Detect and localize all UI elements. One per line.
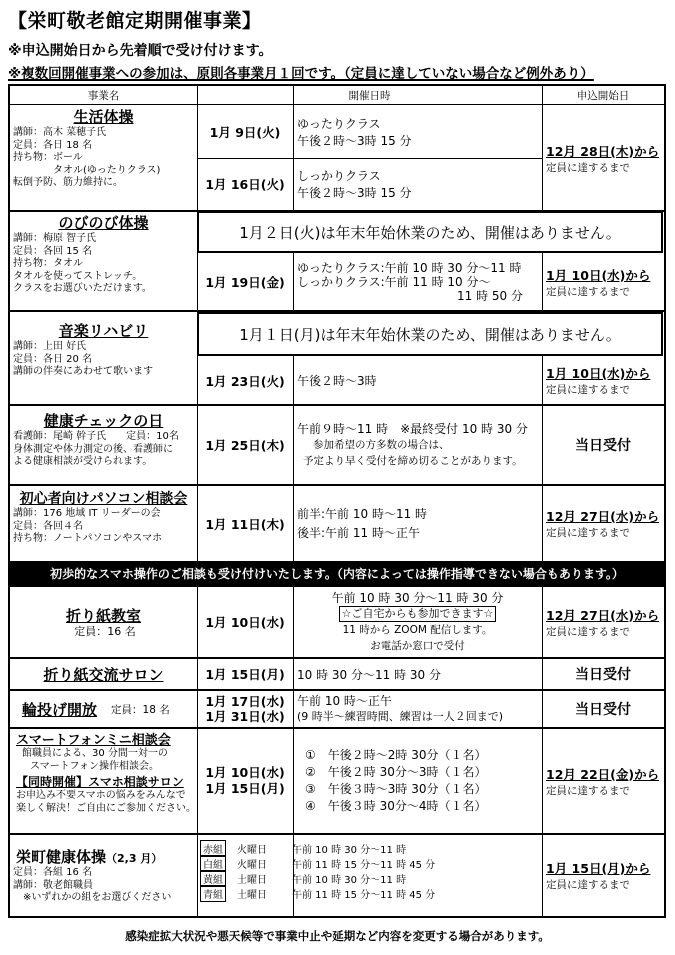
event-detail: お申込み不要スマホの悩みをみんなで	[16, 790, 186, 801]
apply-date: 1月 10日(水)から	[546, 366, 651, 381]
event-name-main: 栄町健康体操	[16, 848, 107, 867]
apply-start	[542, 587, 664, 657]
event-time	[293, 659, 542, 689]
column-header-apply: 申込開始日	[576, 89, 630, 102]
event-smartphone-consult	[10, 729, 197, 833]
event-time	[293, 691, 542, 727]
sub-event-name: 【同時開催】スマホ相談サロン	[16, 775, 184, 789]
group-label: 白組	[200, 855, 226, 872]
time-line: ゆったりクラス	[297, 117, 381, 131]
apply-start	[542, 254, 664, 310]
time-line: しっかりクラス	[297, 169, 381, 183]
time-line: しっかりクラス:午前 11 時 10 分～	[297, 275, 491, 289]
time-line: 午後２時～3時 15 分	[297, 134, 412, 148]
schedule-table	[8, 84, 666, 918]
time-line: 11 時から ZOOM 配信します。	[342, 624, 493, 636]
time-line: 10 時 30 分～11 時 30 分	[297, 667, 441, 682]
group-day: 火曜日	[237, 845, 267, 856]
apply-date: 12月 27日(水)から	[546, 607, 660, 623]
time-line: 午後２時～3時	[297, 374, 377, 388]
apply-start: 当日受付	[575, 438, 631, 454]
event-date: 1月 16日(火)	[205, 177, 285, 192]
event-date	[197, 729, 293, 833]
event-name: 折り紙交流サロン	[43, 665, 164, 684]
event-name: 生活体操	[73, 108, 134, 126]
event-date	[197, 691, 293, 727]
column-header-event: 事業名	[87, 89, 120, 102]
event-detail: 館職員による、30 分間一対一の	[22, 748, 168, 759]
group-row	[200, 886, 540, 901]
page-title: 【栄町敬老館定期開催事業】	[8, 10, 262, 32]
apply-note: 定員に達するまで	[546, 625, 630, 638]
group-schedule	[200, 841, 540, 901]
event-detail: 定員：各回４名	[13, 520, 83, 532]
event-wanage	[10, 691, 197, 727]
event-date: 1月 15日(月)	[205, 667, 285, 682]
apply-start: 当日受付	[575, 667, 631, 683]
apply-note: 定員に達するまで	[546, 527, 630, 539]
group-row	[200, 841, 540, 856]
group-day: 土曜日	[237, 875, 267, 886]
notice-first-come: ※申込開始日から先着順で受け付けます。	[8, 43, 273, 59]
event-time	[293, 406, 542, 484]
event-detail: スマートフォン操作相談会。	[30, 760, 159, 772]
time-slot: ② 午後２時 30分～3時（１名）	[305, 765, 487, 779]
group-time: 午前 10 時 30 分～11 時	[292, 875, 407, 886]
apply-start: 当日受付	[575, 702, 631, 718]
time-line: 午前９時～11 時 ※最終受付 10 時 30 分	[297, 422, 528, 436]
apply-start	[542, 106, 664, 210]
notice-once-per-month: ※複数回開催事業への参加は、原則各事業月１回です。（定員に達していない場合など例外あり）	[8, 66, 594, 82]
date-line: 1月 15日(月)	[205, 781, 285, 796]
event-name: 輪投げ開放	[22, 700, 98, 719]
date-line: 1月 17日(水)	[205, 694, 285, 709]
event-name-suffix: （2,3 月）	[106, 852, 163, 866]
event-detail: タオル(ゆったりクラス)	[13, 164, 161, 176]
time-line: 午前 10 時 30 分～11 時 30 分	[331, 591, 504, 605]
group-time: 午前 10 時 30 分～11 時	[292, 845, 407, 856]
event-capacity: 定員：18 名	[111, 703, 170, 716]
event-detail: よる健康相談が受けられます。	[13, 456, 153, 467]
event-detail: 看護師：尾崎 幹子氏 定員：10名	[13, 431, 179, 442]
time-line: 午前 10 時～正午	[297, 694, 392, 708]
group-label: 黄組	[200, 870, 226, 887]
time-line: 午後２時～3時 15 分	[297, 186, 412, 200]
event-detail: 講師：敬老館職員	[13, 879, 93, 891]
time-line: (9 時半～練習時間、練習は一人２回まで)	[297, 710, 504, 723]
footer-notice: 感染症拡大状況や悪天候等で事業中止や延期など内容を変更する場合があります。	[125, 929, 550, 943]
event-detail: 定員：各日 18 名	[13, 139, 93, 151]
apply-date: 12月 28日(木)から	[546, 143, 660, 159]
time-line: 参加希望の方多数の場合は、	[313, 439, 450, 451]
apply-note: 定員に達するまで	[546, 161, 630, 174]
time-slot: ④ 午後３時 30分～4時（１名）	[305, 799, 487, 813]
time-line: ゆったりクラス:午前 10 時 30 分～11 時	[297, 261, 522, 275]
time-line: 後半:午前 11 時～正午	[297, 525, 420, 540]
event-ongaku-rehabili	[10, 312, 197, 404]
event-time	[293, 729, 542, 833]
smartphone-notice-bar: 初歩的なスマホ操作のご相談も受け付けいたします。（内容によっては操作指導できない場合もあります。）	[10, 561, 664, 585]
event-date: 1月 25日(木)	[205, 438, 285, 453]
event-name: 折り紙教室	[65, 607, 141, 626]
time-slot: ① 午後２時～2時 30分（１名）	[305, 748, 487, 762]
group-label: 赤組	[200, 840, 226, 857]
event-detail: 定員：各日 20 名	[13, 353, 93, 365]
event-time	[293, 106, 542, 158]
time-line: 前半:午前 10 時～11 時	[297, 506, 428, 521]
event-detail: 講師：高木 菜穂子氏	[13, 127, 107, 138]
event-date: 1月 23日(火)	[205, 373, 285, 389]
group-day: 土曜日	[237, 890, 267, 901]
apply-start	[542, 835, 664, 916]
time-line: お電話か窓口で受付	[370, 640, 465, 652]
event-detail: 定員：各組 16 名	[13, 867, 93, 879]
closed-notice: 1月２日(火)は年末年始休業のため、開催はありません。	[197, 211, 663, 253]
event-seikatsu-taiso	[10, 106, 197, 210]
event-time	[293, 357, 542, 404]
event-detail: ※いずれかの組をお選びください	[13, 892, 172, 904]
event-pc-consult	[10, 488, 197, 561]
apply-date: 1月 10日(水)から	[546, 267, 651, 283]
event-detail: 講師：梅原 智子氏	[13, 233, 97, 244]
apply-date: 1月 15日(月)から	[546, 861, 651, 876]
event-detail: タオルを使ってストレッチ。	[13, 270, 143, 282]
time-line: 予定より早く受付を締め切ることがあります。	[303, 455, 523, 467]
apply-start	[542, 486, 664, 561]
apply-start	[542, 357, 664, 404]
event-detail: 楽しく解決！ご自由にご参加ください。	[16, 802, 196, 814]
event-name: スマートフォンミニ相談会	[16, 733, 171, 748]
event-detail: 講師：176 地域 IT リーダーの会	[13, 508, 161, 519]
event-name	[10, 846, 197, 867]
group-row	[200, 871, 540, 886]
event-detail: 講師の伴奏にあわせて歌います	[13, 366, 153, 377]
event-kenko-check	[10, 410, 197, 482]
event-time	[293, 158, 542, 210]
group-label: 青組	[200, 885, 226, 902]
apply-start	[542, 729, 664, 833]
event-detail: 持ち物：タオル	[13, 258, 83, 269]
group-day: 火曜日	[237, 860, 267, 871]
event-detail: 定員：各回 15 名	[13, 245, 93, 257]
apply-note: 定員に達するまで	[546, 784, 630, 797]
event-sakae-taiso	[10, 835, 197, 916]
time-line: ☆ご自宅からも参加できます☆	[339, 606, 497, 622]
event-origami-class	[10, 587, 197, 657]
group-row	[200, 856, 540, 871]
event-detail: クラスをお選びいただけます。	[13, 283, 152, 294]
event-name: 初心者向けパソコン相談会	[19, 491, 188, 507]
event-detail: 持ち物：ノートパソコンやスマホ	[13, 533, 163, 544]
apply-note: 定員に達するまで	[546, 384, 630, 396]
group-time: 午前 11 時 15 分～11 時 45 分	[292, 860, 436, 871]
event-time	[293, 587, 542, 657]
time-slot: ③ 午後３時～3時 30分（１名）	[305, 782, 487, 796]
event-name: 健康チェックの日	[43, 412, 164, 430]
event-nobinobi-taiso	[10, 212, 197, 310]
apply-date: 12月 27日(水)から	[546, 509, 660, 524]
date-line: 1月 31日(水)	[205, 709, 285, 724]
event-detail: 持ち物：ボール	[13, 152, 83, 163]
event-detail: 身体測定や体力測定の後、看護師に	[13, 443, 173, 455]
event-name: 音楽リハビリ	[58, 322, 149, 340]
event-date: 1月 9日(火)	[209, 125, 281, 140]
event-detail: 定員：16 名	[74, 625, 136, 639]
event-name: のびのび体操	[58, 214, 149, 232]
event-date: 1月 10日(水)	[205, 615, 285, 630]
column-header-datetime: 開催日時	[348, 89, 391, 102]
date-line: 1月 10日(水)	[205, 765, 285, 780]
event-date: 1月 11日(木)	[205, 516, 285, 532]
apply-date: 12月 22日(金)から	[546, 766, 660, 782]
event-time	[293, 254, 542, 310]
group-time: 午前 11 時 15 分～11 時 45 分	[292, 890, 436, 901]
event-time	[293, 486, 542, 561]
event-origami-salon	[10, 659, 197, 689]
event-detail: 転倒予防、筋力維持に。	[13, 177, 123, 188]
apply-note: 定員に達するまで	[546, 285, 630, 298]
event-detail: 講師：上田 好氏	[13, 341, 87, 352]
closed-notice: 1月１日(月)は年末年始休業のため、開催はありません。	[197, 312, 663, 356]
event-date: 1月 19日(金)	[205, 275, 285, 290]
time-line: 11 時 50 分	[457, 289, 523, 303]
apply-note: 定員に達するまで	[546, 879, 630, 891]
